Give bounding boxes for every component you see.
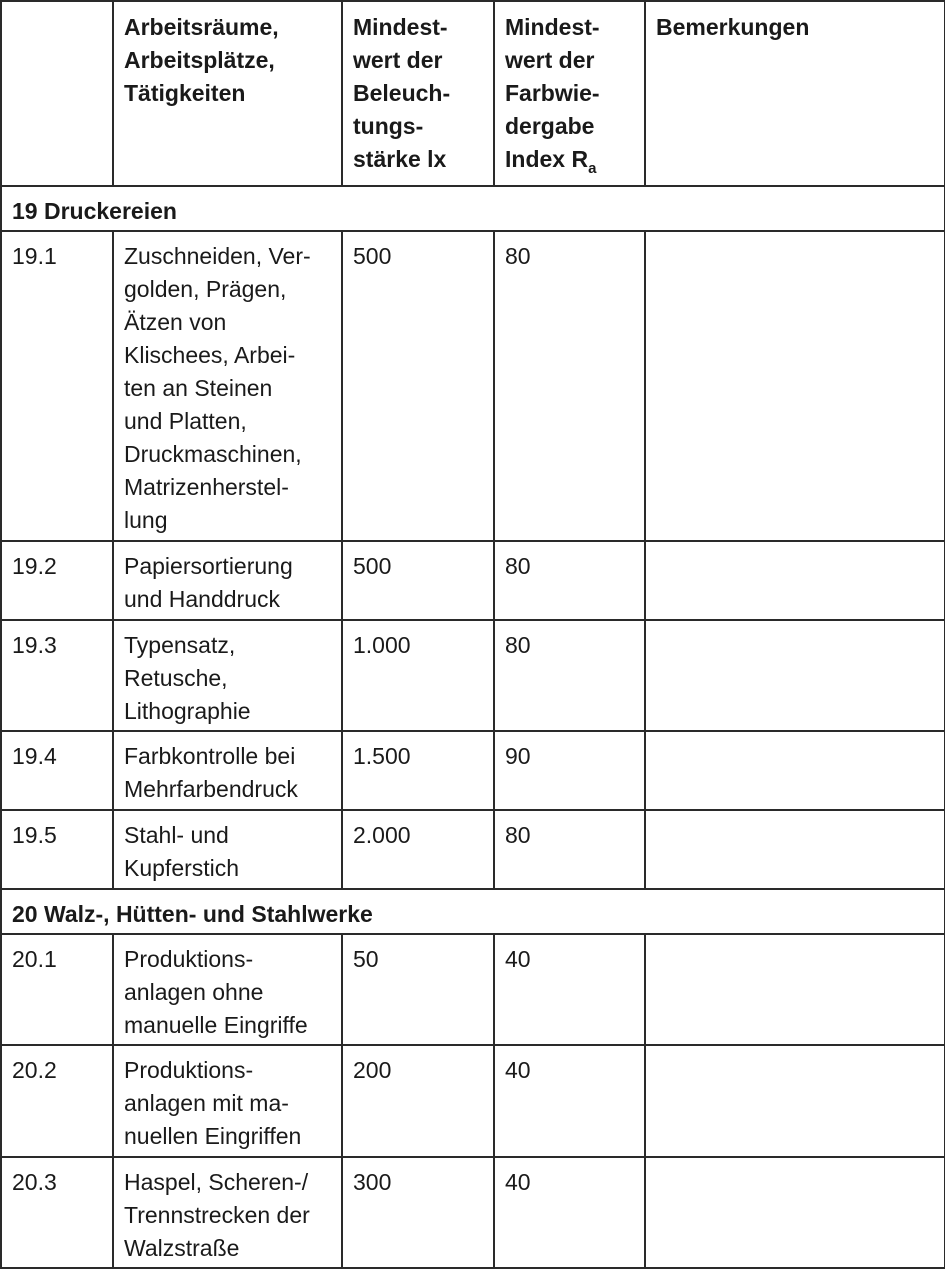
header-workplace: Arbeitsräume, Arbeitsplätze, Tätigkeiten: [113, 1, 342, 186]
header-color-rendering-subscript: a: [588, 160, 597, 177]
section-title: 20 Walz-, Hütten- und Stahlwerke: [1, 889, 945, 934]
row-remarks: [645, 1045, 945, 1157]
row-id: 19.4: [1, 731, 113, 810]
row-min-ra: 40: [494, 1157, 645, 1268]
row-min-lux: 500: [342, 541, 494, 620]
row-id: 20.1: [1, 934, 113, 1045]
row-min-ra: 40: [494, 934, 645, 1045]
section-header-row: [1, 186, 945, 231]
row-min-lux: 2.000: [342, 810, 494, 889]
section-header-row: [1, 889, 945, 934]
row-remarks: [645, 810, 945, 889]
header-min-color-rendering: [494, 1, 645, 186]
row-min-ra: 40: [494, 1045, 645, 1157]
section-title: 19 Druckereien: [1, 186, 945, 231]
header-min-illuminance: Mindest- wert der Beleuch- tungs- stärke lx: [342, 1, 494, 186]
row-id: 19.1: [1, 231, 113, 541]
row-remarks: [645, 231, 945, 541]
row-id: 19.2: [1, 541, 113, 620]
row-remarks: [645, 731, 945, 810]
row-workplace: Stahl- und Kupferstich: [113, 810, 342, 889]
table-row: [1, 731, 945, 810]
row-id: 19.3: [1, 620, 113, 731]
row-workplace: Farbkontrolle bei Mehrfarbendruck: [113, 731, 342, 810]
row-min-ra: 80: [494, 541, 645, 620]
row-workplace: Produktions- anlagen mit ma- nuellen Eingriffen: [113, 1045, 342, 1157]
row-min-lux: 50: [342, 934, 494, 1045]
row-remarks: [645, 934, 945, 1045]
table-row: [1, 620, 945, 731]
row-min-ra: 80: [494, 810, 645, 889]
row-id: 20.2: [1, 1045, 113, 1157]
table-row: [1, 810, 945, 889]
table-row: [1, 1045, 945, 1157]
table-row: [1, 231, 945, 541]
table-row: [1, 934, 945, 1045]
row-workplace: Haspel, Scheren-/ Trennstrecken der Walzstraße: [113, 1157, 342, 1268]
row-remarks: [645, 620, 945, 731]
header-remarks: Bemerkungen: [645, 1, 945, 186]
row-min-ra: 90: [494, 731, 645, 810]
row-min-lux: 1.500: [342, 731, 494, 810]
row-min-ra: 80: [494, 620, 645, 731]
row-min-ra: 80: [494, 231, 645, 541]
row-min-lux: 200: [342, 1045, 494, 1157]
row-min-lux: 300: [342, 1157, 494, 1268]
row-workplace: Zuschneiden, Ver- golden, Prägen, Ätzen von Klischees, Arbei- ten an Steinen und Platten, Druckmaschinen, Matrizenherstel- lung: [113, 231, 342, 541]
row-remarks: [645, 1157, 945, 1268]
table-header-row: [1, 1, 945, 186]
table-row: [1, 541, 945, 620]
row-id: 19.5: [1, 810, 113, 889]
row-workplace: Produktions- anlagen ohne manuelle Eingriffe: [113, 934, 342, 1045]
header-color-rendering-text: Mindest- wert der Farbwie- dergabe Index R: [505, 14, 600, 172]
row-remarks: [645, 541, 945, 620]
row-min-lux: 1.000: [342, 620, 494, 731]
header-number-cell: [1, 1, 113, 186]
row-workplace: Papiersortierung und Handdruck: [113, 541, 342, 620]
row-min-lux: 500: [342, 231, 494, 541]
row-id: 20.3: [1, 1157, 113, 1268]
row-workplace: Typensatz, Retusche, Lithographie: [113, 620, 342, 731]
table-row: [1, 1157, 945, 1268]
